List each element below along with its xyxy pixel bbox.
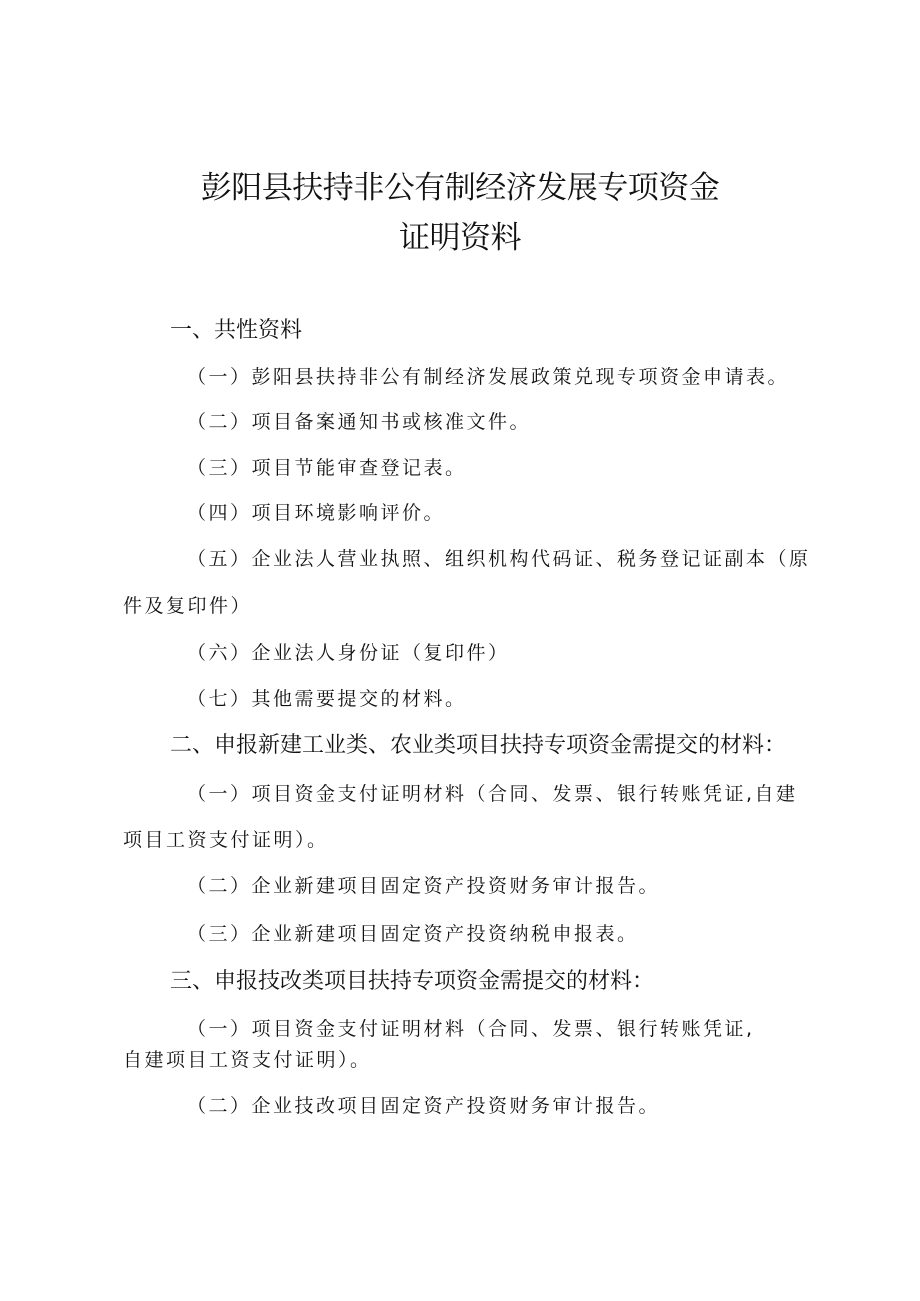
section-heading-renovation: 三、申报技改类项目扶持专项资金需提交的材料： bbox=[170, 969, 655, 994]
list-item: （一）项目资金支付证明材料（合同、发票、银行转账凭证, bbox=[187, 1018, 755, 1040]
section-heading-new-construction: 二、申报新建工业类、农业类项目扶持专项资金需提交的材料： bbox=[170, 733, 787, 758]
list-item: （六）企业法人身份证（复印件） bbox=[187, 642, 510, 664]
list-item: （四）项目环境影响评价。 bbox=[187, 502, 446, 524]
list-item: （三）项目节能审查登记表。 bbox=[187, 457, 467, 479]
document-title-line2: 证明资料 bbox=[399, 220, 521, 256]
list-item: （三）企业新建项目固定资产投资纳税申报表。 bbox=[187, 923, 639, 945]
list-item: （一）项目资金支付证明材料（合同、发票、银行转账凭证,自建 bbox=[187, 783, 798, 805]
list-item: （二）企业技改项目固定资产投资财务审计报告。 bbox=[187, 1095, 661, 1117]
list-item: （七）其他需要提交的材料。 bbox=[187, 688, 467, 710]
list-item: （五）企业法人营业执照、组织机构代码证、税务登记证副本（原 bbox=[187, 548, 811, 570]
list-item: （二）企业新建项目固定资产投资财务审计报告。 bbox=[187, 875, 661, 897]
list-item: （二）项目备案通知书或核准文件。 bbox=[187, 411, 532, 433]
list-item-continuation: 件及复印件） bbox=[123, 595, 253, 617]
list-item: （一）彭阳县扶持非公有制经济发展政策兑现专项资金申请表。 bbox=[187, 366, 790, 388]
section-heading-common: 一、共性资料 bbox=[170, 318, 303, 343]
list-item-continuation: 自建项目工资支付证明）。 bbox=[123, 1049, 372, 1071]
list-item-continuation: 项目工资支付证明）。 bbox=[123, 829, 329, 851]
document-title-line1: 彭阳县扶持非公有制经济发展专项资金 bbox=[200, 170, 720, 206]
